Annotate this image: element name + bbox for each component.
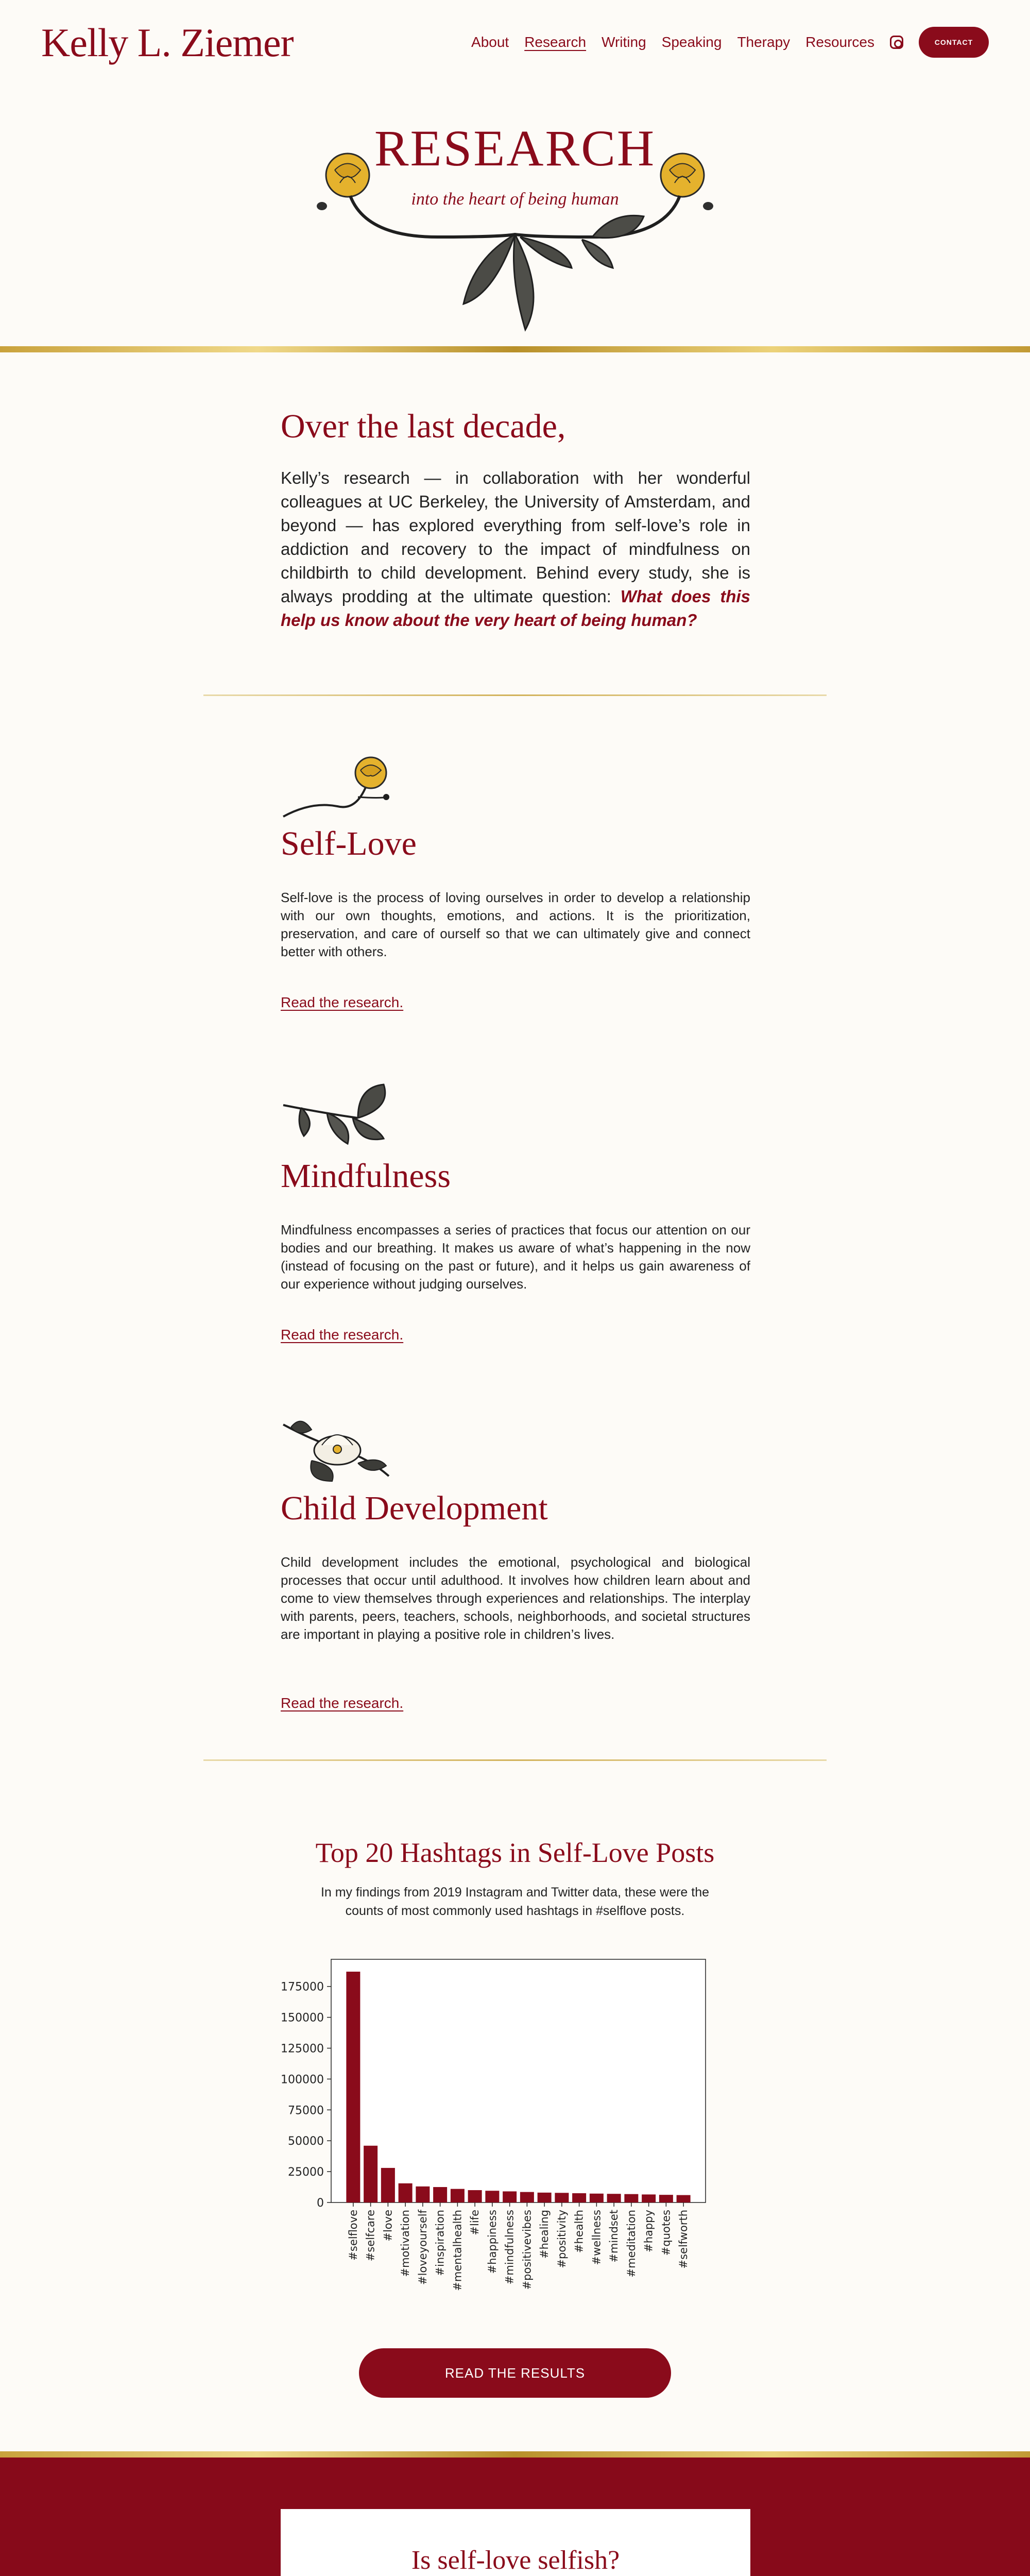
chart-bar [572, 2193, 586, 2202]
chart-bar [485, 2191, 499, 2202]
y-tick-label: 100000 [281, 2073, 324, 2087]
chart-bar [364, 2146, 377, 2202]
y-tick-label: 25000 [288, 2166, 324, 2179]
intro-body: Kelly’s research — in collaboration with her wonderful colleagues at UC Berkeley, the University of Amsterdam, and beyond — has explored everything from self-love’s role in addiction and recovery to the impact of mindfulness on childbirth to child development. Behind every study, she is always prodding at the ultimate question: [281, 468, 750, 606]
y-tick-label: 125000 [281, 2042, 324, 2056]
x-tick-label: #inspiration [434, 2210, 447, 2276]
chart-bar [451, 2189, 465, 2202]
section-title: Mindfulness [281, 1157, 451, 1195]
section-mindfulness [281, 1082, 750, 1350]
chart-bar [346, 1972, 360, 2202]
chart-subtitle: In my findings from 2019 Instagram and Twitter data, these were the counts of most commonly used hashtags in #selflove posts. [320, 1885, 710, 1918]
intro-text [281, 466, 750, 632]
read-research-link[interactable]: Read the research. [281, 1695, 404, 1711]
video-band [0, 2458, 1030, 2576]
chart-bar [416, 2187, 430, 2202]
chart-bar [381, 2168, 395, 2202]
section-self-love [281, 750, 750, 1018]
nav-writing[interactable]: Writing [602, 34, 646, 50]
x-tick-label: #motivation [399, 2210, 412, 2277]
section-divider [203, 1759, 827, 1761]
chart-bar [503, 2191, 517, 2202]
x-tick-label: #selfworth [677, 2210, 690, 2269]
x-tick-label: #mindset [608, 2210, 621, 2263]
y-tick-label: 175000 [281, 1980, 324, 1994]
section-divider [203, 694, 827, 696]
x-tick-label: #happy [642, 2210, 655, 2252]
read-research-link[interactable]: Read the research. [281, 1327, 404, 1343]
x-tick-label: #health [573, 2210, 586, 2253]
site-header [0, 0, 1030, 88]
nav-research[interactable]: Research [524, 34, 587, 50]
chart-bar [538, 2193, 552, 2202]
x-tick-label: #positivevibes [521, 2210, 534, 2290]
chart-bar [607, 2194, 621, 2202]
x-tick-label: #healing [538, 2210, 551, 2259]
page-subtitle: into the heart of being human [411, 190, 619, 209]
x-tick-label: #selflove [347, 2210, 359, 2261]
y-tick-label: 150000 [281, 2011, 324, 2025]
page-title: RESEARCH [374, 120, 656, 177]
x-tick-label: #mentalhealth [451, 2210, 464, 2291]
chart-title: Top 20 Hashtags in Self-Love Posts [315, 1837, 715, 1868]
site-logo[interactable]: Kelly L. Ziemer [41, 20, 294, 65]
chart-bar [520, 2192, 534, 2202]
hashtag-bar-chart [258, 1947, 721, 2318]
y-tick-label: 50000 [288, 2135, 324, 2148]
chart-bar [468, 2190, 482, 2202]
nav-about[interactable]: About [471, 34, 509, 50]
chart-bar [677, 2195, 691, 2202]
x-tick-label: #wellness [590, 2210, 603, 2265]
section-body: Mindfulness encompasses a series of practices that focus our attention on our bodies and our breathing. It makes us aware of what’s happening in the now (instead of focusing on the past or future), and it helps us gain awareness of our experience without judging ourselves. [281, 1222, 750, 1292]
video-title: Is self-love selfish? [411, 2546, 620, 2575]
gold-divider [0, 346, 1030, 352]
x-tick-label: #positivity [555, 2210, 568, 2268]
nav-speaking[interactable]: Speaking [661, 34, 722, 50]
x-tick-label: #loveyourself [416, 2210, 429, 2285]
hero [0, 88, 1030, 345]
section-title: Child Development [281, 1489, 548, 1527]
x-tick-label: #life [469, 2210, 482, 2235]
chart-bar [590, 2194, 604, 2202]
leaves-branch-icon [281, 1082, 394, 1149]
x-tick-label: #happiness [486, 2210, 499, 2274]
chart-bar [659, 2195, 673, 2202]
x-tick-label: #quotes [660, 2210, 673, 2256]
chart-bar [399, 2183, 413, 2202]
chart-bar [433, 2187, 447, 2202]
nav-resources[interactable]: Resources [805, 34, 874, 50]
nav-therapy[interactable]: Therapy [737, 34, 791, 50]
chart-bar [642, 2194, 656, 2202]
section-body: Child development includes the emotional, psychological and biological processes that occur until adulthood. It involves how children learn about and come to view themselves through experiences and relationships. The interplay with parents, peers, teachers, schools, neighborhoods, and societal structures are important in playing a positive role in children’s lives. [281, 1554, 750, 1642]
x-tick-label: #mindfulness [503, 2210, 516, 2285]
read-results-button[interactable]: READ THE RESULTS [359, 2348, 671, 2398]
y-tick-label: 0 [317, 2197, 324, 2210]
section-body: Self-love is the process of loving ourselves in order to develop a relationship with our own thoughts, emotions, and actions. It is the prioritization, preservation, and care of ourself so that we can ultimately give and connect better with others. [281, 890, 750, 959]
magnolia-flower-icon [281, 1414, 394, 1486]
video-card[interactable] [281, 2509, 750, 2576]
chart-bar [624, 2194, 638, 2202]
contact-button[interactable]: CONTACT [919, 27, 989, 58]
y-tick-label: 75000 [288, 2104, 324, 2117]
rose-stem-icon [281, 750, 394, 822]
read-research-link[interactable]: Read the research. [281, 994, 404, 1010]
intro-question: What does this help us know about the very heart of being human? [281, 587, 750, 630]
gold-divider [0, 2451, 1030, 2458]
section-title: Self-Love [281, 825, 417, 862]
instagram-icon[interactable] [890, 36, 903, 49]
section-child-development [281, 1414, 750, 1723]
intro-title: Over the last decade, [281, 408, 566, 445]
main-nav [471, 27, 989, 58]
x-tick-label: #meditation [625, 2210, 638, 2278]
chart-bar [555, 2193, 569, 2202]
x-tick-label: #love [382, 2210, 394, 2242]
chart-plot-area [331, 1959, 706, 2202]
x-tick-label: #selfcare [364, 2210, 377, 2262]
